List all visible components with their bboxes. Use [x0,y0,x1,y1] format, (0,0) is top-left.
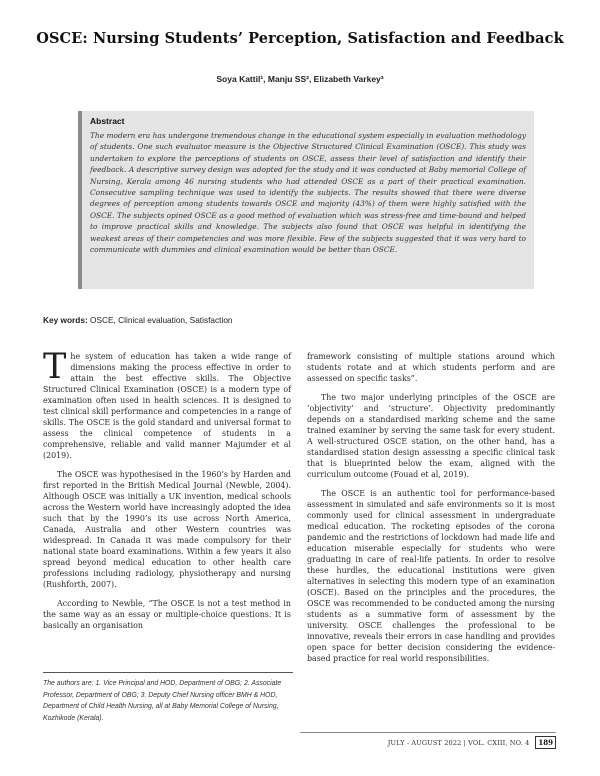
abstract-box [78,111,534,289]
paragraph-text: he system of education has taken a wide range of dimensions making the process effective in order to attain the best effective skills. The Objective Structured Clinical Examination (OSCE) is a modern type of examination often used in health sciences. It is designed to test clinical skill performance and competencies in a range of skills. The OSCE is the gold standard and universal format to assess the clinical competence of students in a comprehensive, reliable and valid manner Majumder et al (2019). [43,352,291,460]
footer-rule [300,732,556,733]
author-affiliations-footnote: The authors are: 1. Vice Principal and HOD, Department of OBG; 2. Associate Professor, Department of OBG; 3. Deputy Chief Nursing officer BMH & HOD, Department of Child Health Nursing, all at Baby Memorial College of Nursing, Kozhikode (Kerala). [43,680,282,722]
abstract-heading: Abstract [90,116,125,126]
keywords [43,315,543,325]
abstract-text: The modern era has undergone tremendous change in the educational system especially in evaluation methodology of students. One such evaluator measure is the Objective Structured Clinical Examination (OSCE). This study was undertaken to explore the perceptions of students on OSCE, assess their level of satisfaction and identify their feedback. A descriptive survey design was adopted for the study and it was conducted at Baby memorial College of Nursing, Kerala among 46 nursing students who had attended OSCE as a part of their practical examination. Consecutive sampling technique was used to identify the subjects. The results showed that there were diverse degrees of perception among students towards OSCE and majority (43%) of them were highly satisfied with the OSCE. The subjects opined OSCE as a good method of evaluation which was stress-free and time-bound and helped to improve practical skills and knowledge. The subjects also found that OSCE was helpful in identifying the weakest areas of their competencies and was more flexible. Few of the subjects suggested that it was very hard to communicate with dummies and clinical examination would be better than OSCE. [90,131,526,255]
keywords-text: OSCE, Clinical evaluation, Satisfaction [90,315,233,325]
keywords-label: Key words: [43,315,88,325]
page-footer [380,736,556,749]
author-list: Soya Kattil¹, Manju SS², Elizabeth Varkey³ [216,74,384,84]
body-paragraph [43,347,291,461]
article-title: OSCE: Nursing Students’ Perception, Satisfaction and Feedback [36,30,564,47]
body-paragraph: The OSCE was hypothesised in the 1960’s by Harden and first reported in the British Medical Journal (Newble, 2004). Although OSCE was initially a UK invention, medical schools across the Western world have increasingly adopted the idea such that by the 1990’s its use across North America, Canada, Australia and other Western countries was widespread. In Canada it was made compulsory for their national state board examinations. Within a few years it also spread beyond medical education to other health care professions including radiology, physiotherapy and nursing (Rushforth, 2007). [43,470,291,589]
page-number: 189 [535,736,556,749]
footnote-rule [43,672,293,673]
body-paragraph: framework consisting of multiple stations around which students rotate and at which students perform and are assessed on specific tasks”. [307,352,555,383]
body-paragraph: According to Newble, “The OSCE is not a test method in the same way as an essay or multiple-choice questions. It is basically an organisation [43,599,291,630]
journal-issue: JULY - AUGUST 2022 | VOL. CXIII, NO. 4 [387,738,530,747]
body-column-right [307,351,555,664]
body-paragraph: The two major underlying principles of the OSCE are ‘objectivity’ and ‘structure’. Objectivity predominantly depends on a standardised marking scheme and the same trained examiner by serving the same task for every student. A well-structured OSCE station, on the other hand, has a standardised station design assessing a specific clinical task that is blueprinted below the exam, aligned with the curriculum outcome (Fouad et al, 2019). [307,393,555,479]
drop-cap: T [43,347,67,387]
body-paragraph: The OSCE is an authentic tool for performance-based assessment in simulated and safe environments so it is most commonly used for clinical assessment in undergraduate medical education. The rocketing episodes of the corona pandemic and the restrictions of lockdown had made life and education miserable especially for students who were graduating in care of real-life patients. In order to resolve these hurdles, the educational institutions were given alternatives in selecting this modern type of an examination (OSCE). Based on the principles and the procedures, the OSCE was recommended to be conducted among the nursing students as a summative form of assessment by the university. OSCE challenges the professional to be innovative, reveals their errors in case handling and provides open space for better decision considering the evidence-based practice for real world responsibilities. [307,489,555,663]
body-column-left [43,347,291,631]
